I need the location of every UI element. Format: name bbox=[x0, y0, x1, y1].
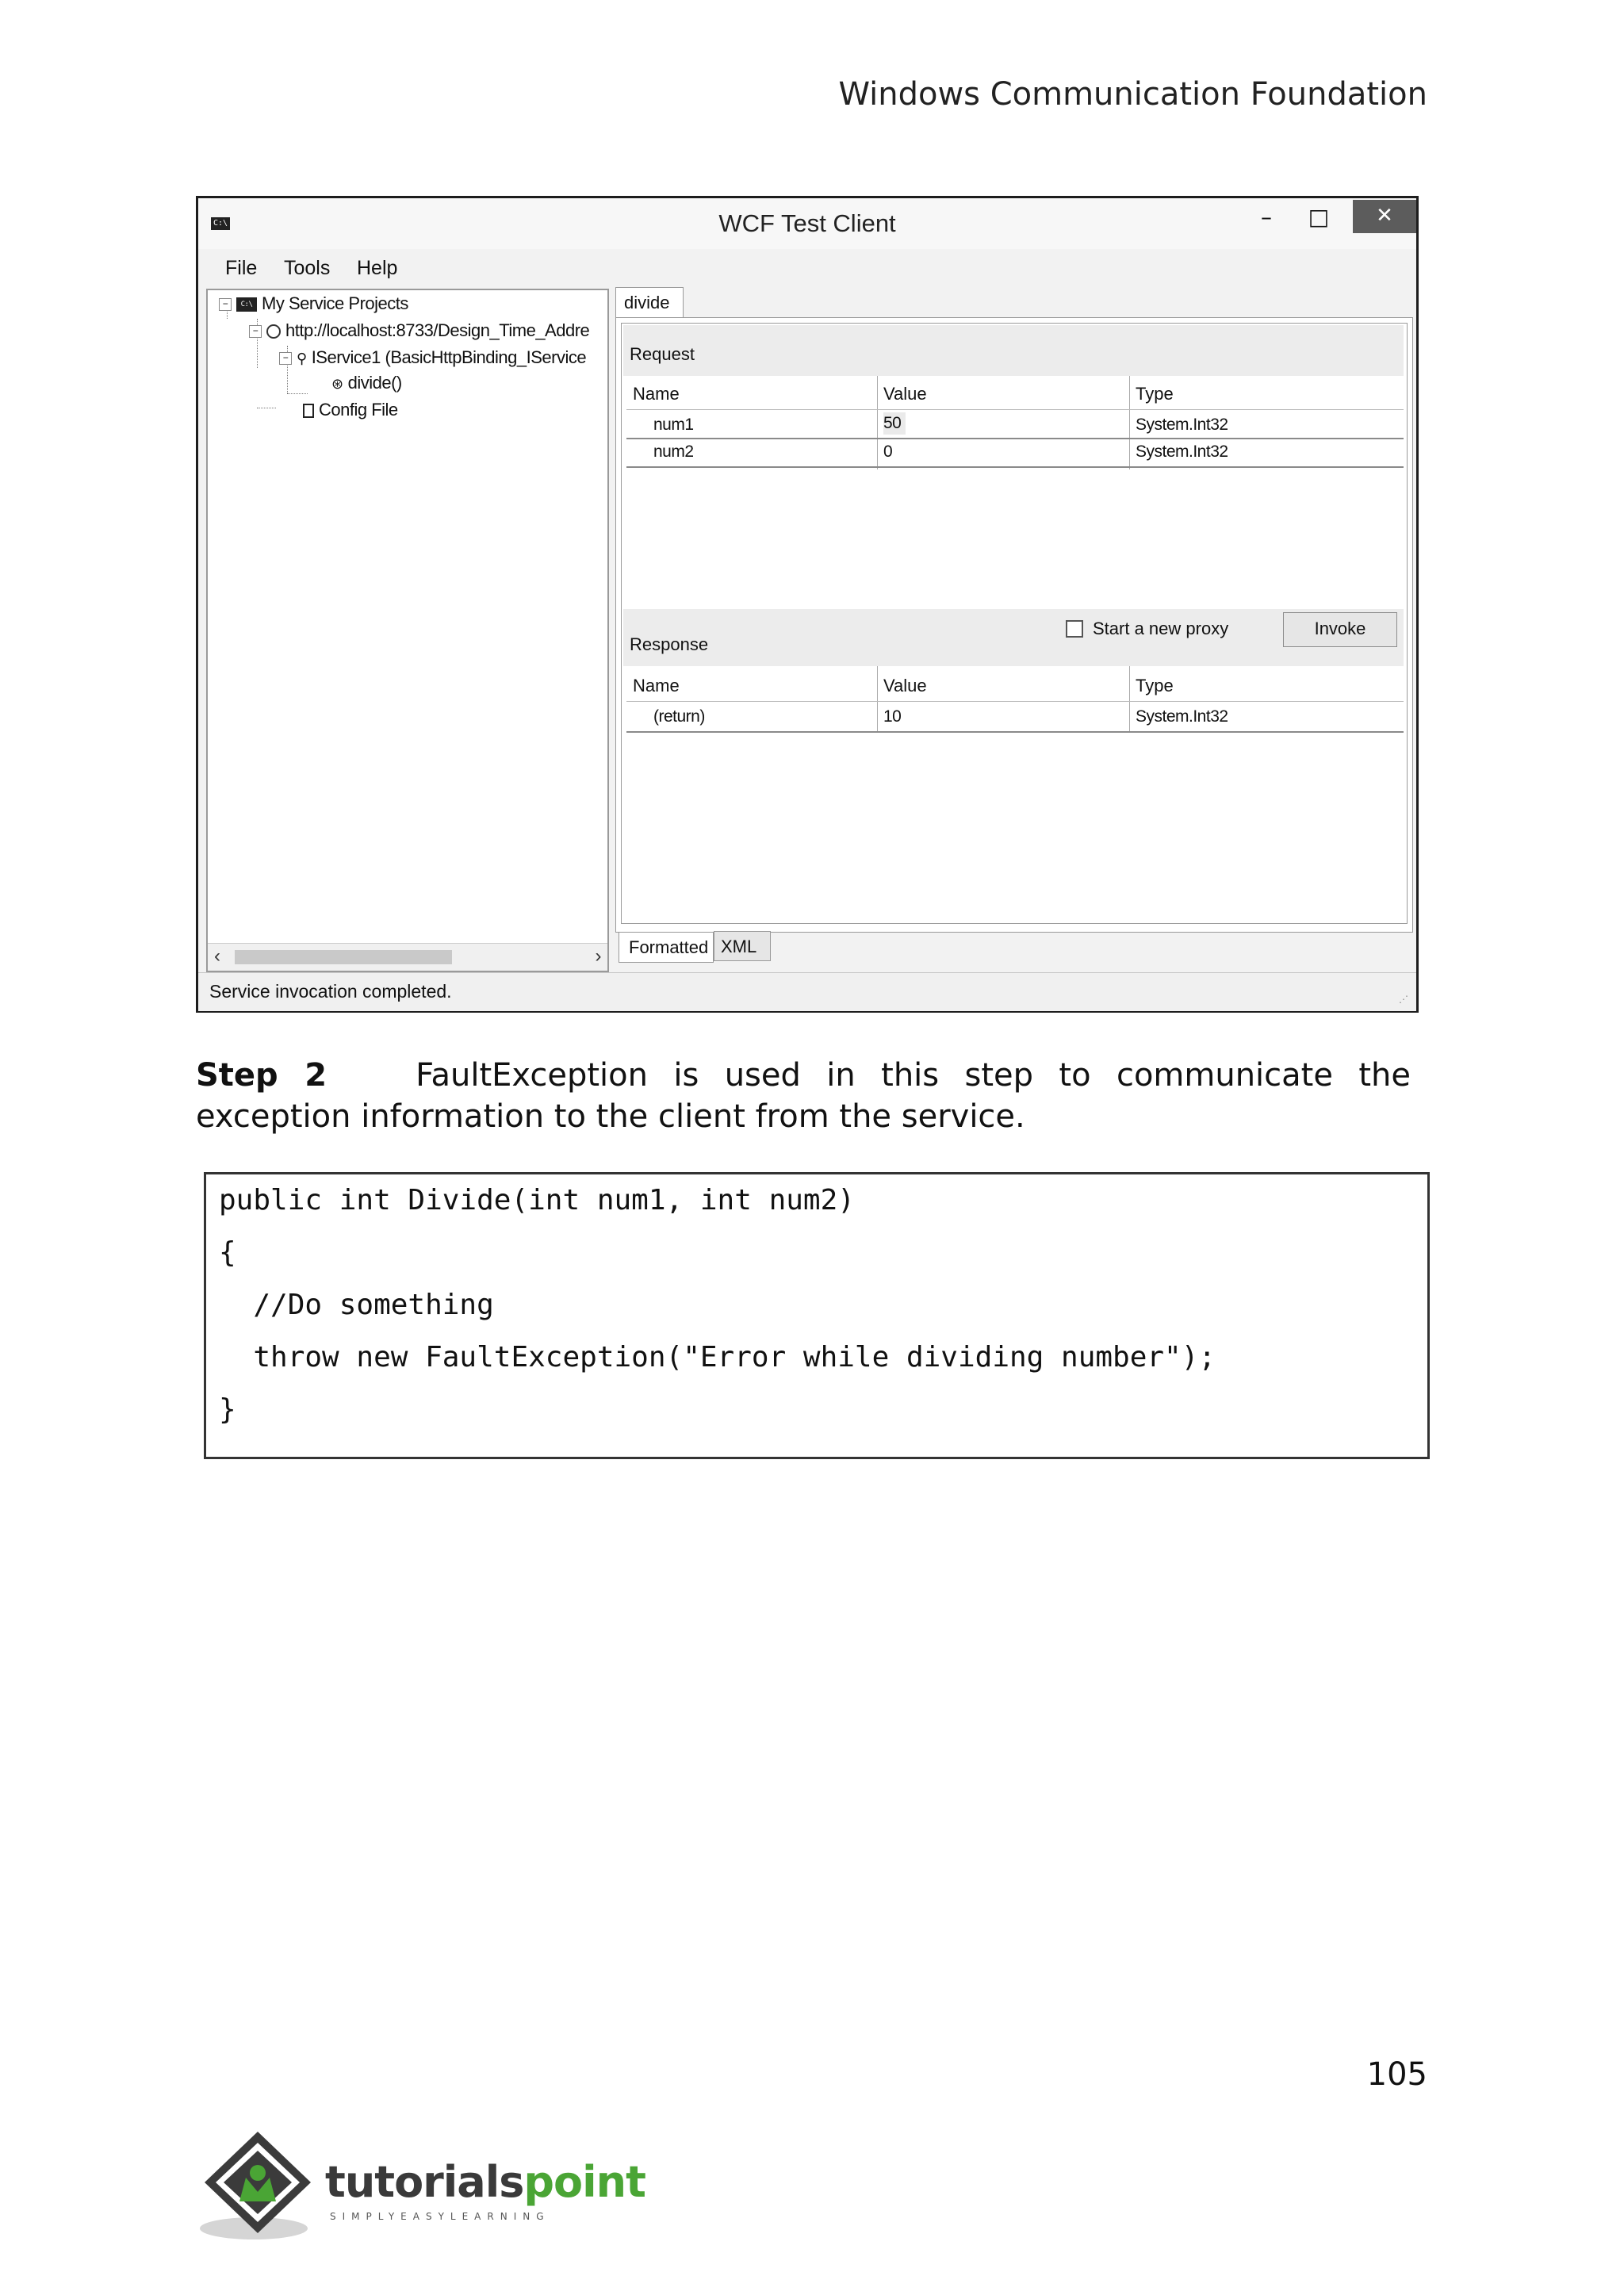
tree-label-endpoint: http://localhost:8733/Design_Time_Addre bbox=[285, 320, 590, 340]
tree-item-root[interactable] bbox=[219, 293, 408, 314]
menu-bar bbox=[198, 251, 1416, 285]
response-col-name: Name bbox=[633, 676, 680, 695]
logo-wordmark: tutorialspoint bbox=[325, 2157, 645, 2207]
interface-icon: ⚲ bbox=[297, 350, 307, 366]
code-line: public int Divide(int num1, int num2) bbox=[219, 1184, 855, 1216]
wcf-test-client-window bbox=[196, 196, 1419, 1013]
file-icon bbox=[303, 404, 314, 418]
response-row1-type: System.Int32 bbox=[1136, 707, 1228, 726]
horizontal-scrollbar[interactable] bbox=[208, 943, 607, 971]
title-bar bbox=[198, 198, 1416, 249]
scroll-thumb[interactable] bbox=[235, 950, 452, 964]
tree-item-contract[interactable] bbox=[279, 347, 586, 368]
view-tabs bbox=[615, 933, 1413, 964]
code-block bbox=[204, 1172, 1430, 1459]
status-bar bbox=[198, 972, 1416, 1011]
response-row1-value: 10 bbox=[883, 707, 902, 726]
minimize-button[interactable]: – bbox=[1261, 204, 1272, 230]
resize-grip-icon[interactable]: ⋰ bbox=[1399, 994, 1408, 1005]
code-line: //Do something bbox=[219, 1289, 494, 1321]
tab-formatted[interactable]: Formatted bbox=[619, 933, 714, 963]
page-number: 105 bbox=[1366, 2056, 1427, 2093]
request-col-type: Type bbox=[1136, 384, 1174, 404]
menu-file[interactable]: File bbox=[225, 257, 258, 279]
new-proxy-label: Start a new proxy bbox=[1093, 619, 1229, 638]
tree-label-contract: IService1 (BasicHttpBinding_IService bbox=[311, 347, 587, 367]
response-col-value: Value bbox=[883, 676, 927, 695]
response-row1-name: (return) bbox=[653, 707, 705, 726]
logo-tagline: SIMPLYEASYLEARNING bbox=[330, 2211, 550, 2222]
tab-xml[interactable]: XML bbox=[714, 931, 771, 961]
tree-item-endpoint[interactable] bbox=[249, 320, 589, 341]
request-col-name: Name bbox=[633, 384, 680, 404]
code-line: throw new FaultException("Error while dividing number"); bbox=[219, 1341, 1216, 1374]
maximize-button[interactable]: □ bbox=[1308, 204, 1330, 230]
tree-item-operation[interactable] bbox=[331, 373, 402, 393]
code-line: { bbox=[219, 1236, 236, 1269]
tree-item-config[interactable] bbox=[303, 400, 398, 420]
tree-label-config: Config File bbox=[319, 400, 398, 420]
menu-help[interactable]: Help bbox=[357, 257, 398, 279]
request-row2-name: num2 bbox=[653, 443, 694, 461]
operation-tabs bbox=[615, 287, 1413, 319]
request-row2-value[interactable]: 0 bbox=[883, 443, 893, 461]
window-title: WCF Test Client bbox=[718, 209, 896, 237]
new-proxy-checkbox[interactable] bbox=[1066, 620, 1083, 638]
request-row1-value[interactable]: 50 bbox=[883, 412, 906, 435]
invoke-button[interactable]: Invoke bbox=[1283, 612, 1397, 647]
collapse-icon[interactable]: − bbox=[249, 325, 262, 338]
request-col-value: Value bbox=[883, 384, 927, 404]
step-paragraph bbox=[196, 1055, 1411, 1137]
response-label: Response bbox=[630, 634, 709, 654]
request-row1-type: System.Int32 bbox=[1136, 416, 1228, 434]
request-response-area bbox=[621, 323, 1408, 924]
tree-label-operation: divide() bbox=[347, 373, 402, 393]
service-tree bbox=[206, 289, 609, 972]
request-row1-name: num1 bbox=[653, 416, 694, 434]
close-button[interactable]: ✕ bbox=[1353, 200, 1416, 233]
globe-icon bbox=[266, 324, 281, 339]
operation-panel bbox=[615, 317, 1413, 933]
page-header: Windows Communication Foundation bbox=[838, 76, 1427, 113]
step-label: Step 2 bbox=[196, 1057, 327, 1094]
logo-emblem-icon bbox=[198, 2125, 317, 2244]
response-col-type: Type bbox=[1136, 676, 1174, 695]
operation-icon: ⊛ bbox=[331, 375, 343, 392]
tree-label-root: My Service Projects bbox=[262, 293, 408, 313]
tab-divide[interactable]: divide bbox=[615, 287, 684, 319]
request-row2-type: System.Int32 bbox=[1136, 443, 1228, 461]
status-text: Service invocation completed. bbox=[209, 981, 452, 1002]
collapse-icon[interactable]: − bbox=[219, 298, 232, 311]
console-app-icon: C:\ bbox=[211, 217, 230, 230]
step-text: FaultException is used in this step to communicate the exception information to the client from the service. bbox=[196, 1057, 1411, 1135]
code-line: } bbox=[219, 1393, 236, 1426]
menu-tools[interactable]: Tools bbox=[284, 257, 331, 279]
collapse-icon[interactable]: − bbox=[279, 352, 292, 365]
request-label: Request bbox=[630, 344, 695, 364]
scroll-right-icon[interactable]: › bbox=[595, 945, 601, 967]
scroll-left-icon[interactable]: ‹ bbox=[214, 945, 220, 967]
tutorialspoint-logo bbox=[198, 2125, 645, 2252]
console-project-icon: C:\ bbox=[236, 297, 257, 312]
